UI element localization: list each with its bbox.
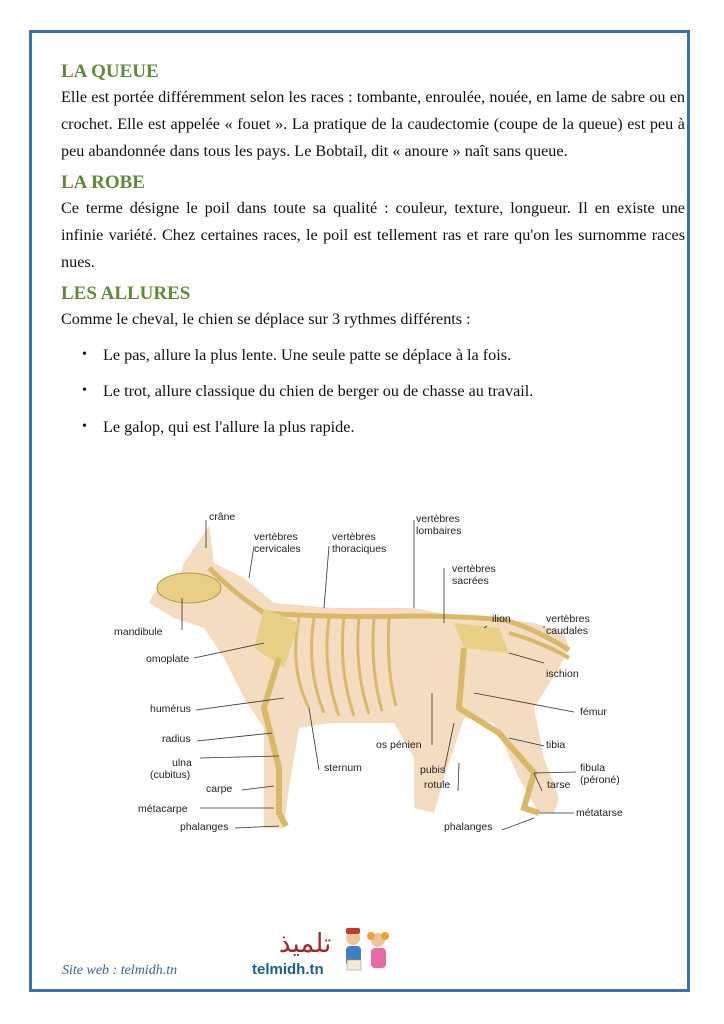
label-mandibule: mandibule (114, 626, 163, 638)
section-title-allures: LES ALLURES (61, 283, 191, 304)
label-phalanges-front: phalanges (180, 821, 229, 833)
dog-skeleton-diagram (114, 508, 634, 838)
label-metatarse: métatarse (576, 807, 623, 819)
label-tarse: tarse (547, 779, 571, 791)
label-ulna-2: (cubitus) (150, 769, 191, 781)
section-text-robe: Ce terme désigne le poil dans toute sa qualité : couleur, texture, longueur. Il en existe une infinie variété. Chez certaines races, le poil est tellement ras et rare qu'on les surnomme races nues. (61, 199, 685, 271)
label-radius: radius (162, 733, 191, 745)
label-vert-lomb-1: vertèbres (416, 513, 460, 525)
label-vert-lomb-2: lombaires (416, 525, 462, 537)
list-item-text: Le galop, qui est l'allure la plus rapide. (103, 418, 355, 436)
label-pubis: pubis (420, 764, 446, 776)
label-vert-thor-1: vertèbres (332, 531, 376, 543)
list-item: • Le pas, allure la plus lente. Une seule patte se déplace à la fois. (82, 346, 512, 364)
telmidh-logo (250, 924, 400, 982)
label-humerus: humérus (150, 703, 191, 715)
label-fibula-1: fibula (580, 762, 606, 774)
label-vert-sacr-2: sacrées (452, 575, 489, 587)
label-vert-cerv-2: cervicales (254, 543, 301, 555)
list-item-text: Le trot, allure classique du chien de berger ou de chasse au travail. (103, 382, 534, 400)
label-metacarpe: métacarpe (138, 803, 188, 815)
label-tibia: tibia (546, 739, 566, 751)
section-text-allures: Comme le cheval, le chien se déplace sur 3 rythmes différents : (61, 310, 471, 328)
logo-latin-text: telmidh.tn (252, 961, 324, 978)
label-crane: crâne (209, 511, 236, 523)
logo-arabic-text: تلميذ (278, 929, 332, 959)
label-ischion: ischion (546, 668, 579, 680)
list-item: • Le galop, qui est l'allure la plus rapide. (82, 418, 355, 436)
section-text-queue: Elle est portée différemment selon les races : tombante, enroulée, nouée, en lame de sabre ou en crochet. Elle est appelée « fouet ». La pratique de la caudectomie (coupe de la queue) est peu à peu abandonnée dans tous les pays. Le Bobtail, dit « anoure » naît sans queue. (61, 88, 685, 160)
label-vert-caud-2: caudales (546, 625, 589, 637)
allures-list (61, 337, 685, 445)
label-vert-caud-1: vertèbres (546, 613, 590, 625)
document-body (61, 60, 685, 445)
label-os-penien: os pénien (376, 739, 422, 751)
label-ulna-1: ulna (172, 757, 192, 769)
label-vert-sacr-1: vertèbres (452, 563, 496, 575)
label-carpe: carpe (206, 783, 233, 795)
list-item: • Le trot, allure classique du chien de berger ou de chasse au travail. (82, 382, 534, 400)
section-title-queue: LA QUEUE (61, 61, 159, 82)
label-vert-cerv-1: vertèbres (254, 531, 298, 543)
label-rotule: rotule (424, 779, 451, 791)
label-vert-thor-2: thoraciques (332, 543, 387, 555)
label-femur: fémur (580, 706, 607, 718)
list-item-text: Le pas, allure la plus lente. Une seule patte se déplace à la fois. (103, 346, 512, 364)
label-phalanges-back: phalanges (444, 821, 493, 833)
skull-bone (157, 573, 221, 603)
label-sternum: sternum (324, 762, 362, 774)
label-omoplate: omoplate (146, 653, 190, 665)
label-fibula-2: (péroné) (580, 774, 620, 786)
label-ilion: ilion (492, 613, 511, 625)
section-title-robe: LA ROBE (61, 172, 145, 193)
footer-site-text: Site web : telmidh.tn (62, 963, 178, 978)
logo-kids-icon (346, 928, 389, 970)
